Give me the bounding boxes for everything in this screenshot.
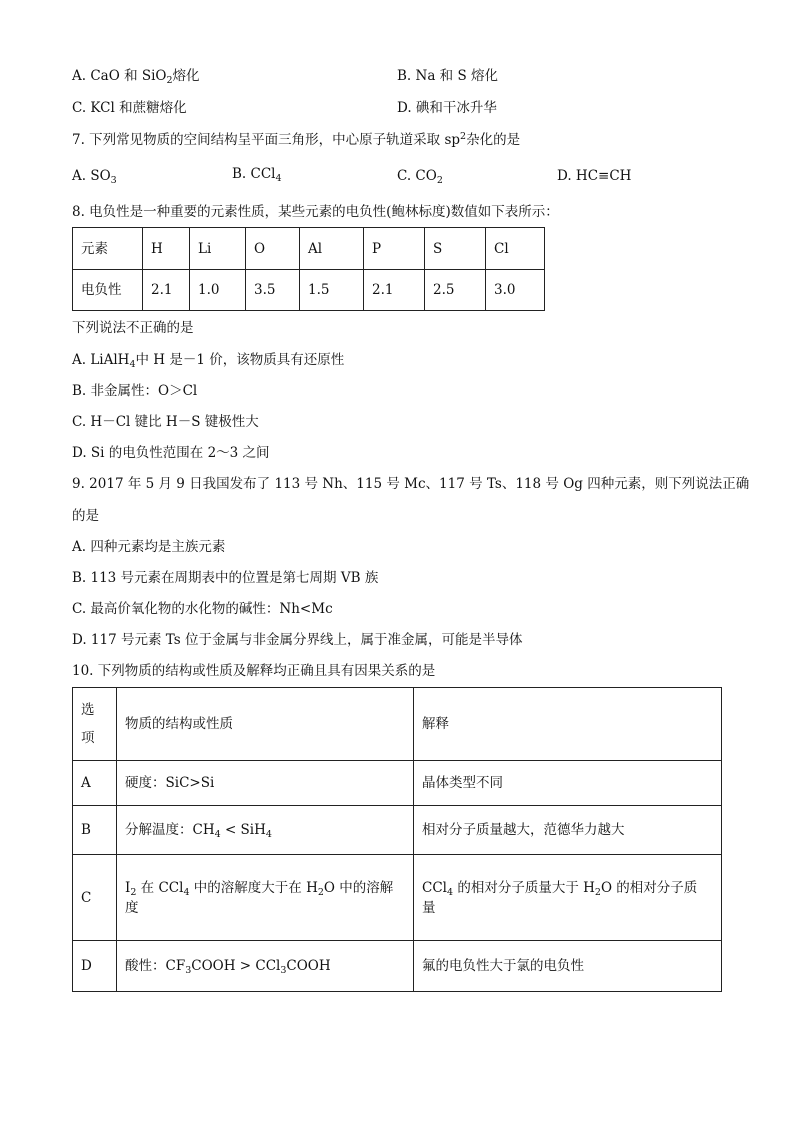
table-cell: P bbox=[364, 228, 425, 270]
table-cell: $I_2$ 在 CCl$_4$ 中的溶解度大于在 $H_2O$ 中的溶解 度 bbox=[117, 855, 414, 941]
q8-option-a: A. LiAlH$_4$中 H 是－1 价，该物质具有还原性 bbox=[72, 352, 345, 370]
table-cell: 1.5 bbox=[300, 270, 364, 311]
q7-option-d: D. HC≡CH bbox=[557, 168, 632, 184]
q7-option-c: C. $CO_2$ bbox=[397, 168, 443, 186]
q9-stem-line1: 9. 2017 年 5 月 9 日我国发布了 113 号 Nh、115 号 Mc、117 号 Ts、118 号 Og 四种元素，则下列说法正确 bbox=[72, 476, 750, 492]
q9-option-c: C. 最高价氧化物的水化物的碱性：Nh<Mc bbox=[72, 601, 333, 617]
q6-option-a: A. CaO 和 SiO$_2$熔化 bbox=[72, 68, 200, 86]
table-header-option: 选 项 bbox=[73, 688, 117, 761]
table-row bbox=[73, 761, 722, 806]
table-cell: Li bbox=[190, 228, 246, 270]
table-header-property: 物质的结构或性质 bbox=[117, 688, 414, 761]
q10-table bbox=[72, 687, 722, 992]
q6-option-b: B. Na 和 S 熔化 bbox=[397, 68, 498, 84]
q8-stem: 8. 电负性是一种重要的元素性质，某些元素的电负性(鲍林标度)数值如下表所示： bbox=[72, 204, 559, 220]
electronegativity-table bbox=[72, 227, 545, 311]
table-cell: CCl$_4$ 的相对分子质量大于 $H_2O$ 的相对分子质 量 bbox=[414, 855, 722, 941]
table-cell: 3.5 bbox=[246, 270, 300, 311]
q7-option-a: A. $SO_3$ bbox=[72, 168, 117, 186]
table-cell: 3.0 bbox=[486, 270, 545, 311]
table-row bbox=[73, 941, 722, 992]
table-row bbox=[73, 855, 722, 941]
q10-stem: 10. 下列物质的结构或性质及解释均正确且具有因果关系的是 bbox=[72, 663, 436, 679]
table-cell: 氟的电负性大于氯的电负性 bbox=[414, 941, 722, 992]
q9-option-b: B. 113 号元素在周期表中的位置是第七周期 VB 族 bbox=[72, 570, 379, 586]
table-cell: 晶体类型不同 bbox=[414, 761, 722, 806]
q8-option-c: C. H－Cl 键比 H－S 键极性大 bbox=[72, 414, 259, 430]
q9-option-d: D. 117 号元素 Ts 位于金属与非金属分界线上，属于准金属，可能是半导体 bbox=[72, 632, 523, 648]
table-header-row bbox=[73, 688, 722, 761]
table-cell: 相对分子质量越大，范德华力越大 bbox=[414, 806, 722, 855]
table-cell: D bbox=[73, 941, 117, 992]
table-cell: Cl bbox=[486, 228, 545, 270]
q9-stem-line2: 的是 bbox=[72, 508, 99, 524]
table-cell: 元素 bbox=[73, 228, 143, 270]
table-cell: 2.1 bbox=[364, 270, 425, 311]
table-cell: B bbox=[73, 806, 117, 855]
q8-option-d: D. Si 的电负性范围在 2～3 之间 bbox=[72, 445, 270, 461]
q7-stem: 7. 下列常见物质的空间结构呈平面三角形，中心原子轨道采取 $sp^2$杂化的是 bbox=[72, 131, 521, 148]
table-row bbox=[73, 270, 545, 311]
table-cell: 分解温度：$CH_4 < SiH_4$ bbox=[117, 806, 414, 855]
q9-option-a: A. 四种元素均是主族元素 bbox=[72, 539, 226, 555]
table-cell: 2.5 bbox=[425, 270, 486, 311]
table-cell: 酸性：$CF_3COOH$ > CCl$_3$COOH bbox=[117, 941, 414, 992]
table-cell: O bbox=[246, 228, 300, 270]
table-cell: 电负性 bbox=[73, 270, 143, 311]
q8-prompt: 下列说法不正确的是 bbox=[72, 320, 194, 336]
q7-option-b: B. CCl$_4$ bbox=[232, 166, 282, 184]
table-header-row bbox=[73, 228, 545, 270]
table-cell: 1.0 bbox=[190, 270, 246, 311]
q6-option-d: D. 碘和干冰升华 bbox=[397, 100, 497, 116]
q6-option-c: C. KCl 和蔗糖熔化 bbox=[72, 100, 187, 116]
table-cell: A bbox=[73, 761, 117, 806]
table-cell: C bbox=[73, 855, 117, 941]
table-row bbox=[73, 806, 722, 855]
table-cell: S bbox=[425, 228, 486, 270]
table-cell: 2.1 bbox=[143, 270, 190, 311]
table-cell: H bbox=[143, 228, 190, 270]
table-cell: Al bbox=[300, 228, 364, 270]
q8-option-b: B. 非金属性：O＞Cl bbox=[72, 383, 198, 399]
table-cell: 硬度：SiC>Si bbox=[117, 761, 414, 806]
table-header-explanation: 解释 bbox=[414, 688, 722, 761]
